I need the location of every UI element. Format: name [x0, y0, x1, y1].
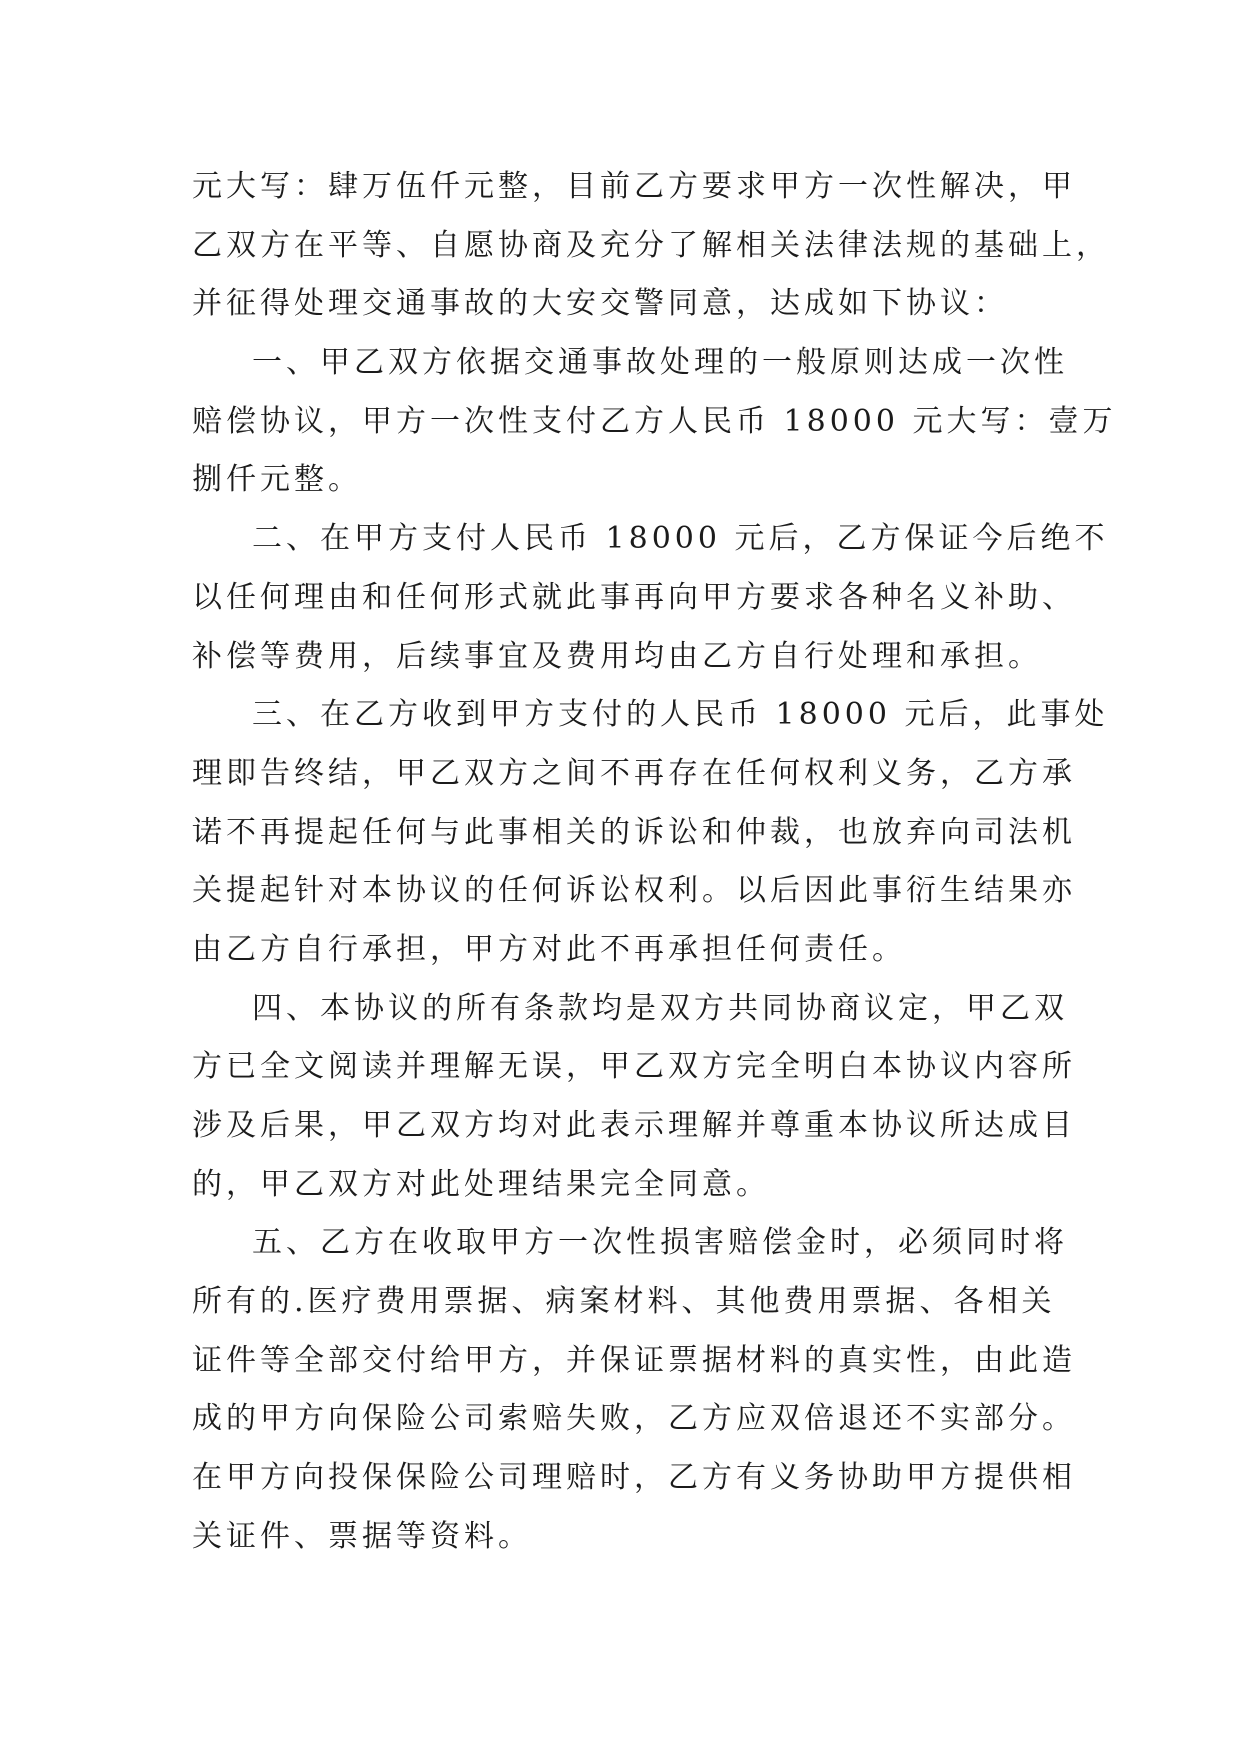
text-line: 关证件、票据等资料。: [192, 1518, 532, 1554]
text-line: 四、本协议的所有条款均是双方共同协商议定，甲乙双: [252, 990, 1068, 1026]
paragraph-clause-3: [192, 686, 1109, 979]
text-line: 赔偿协议，甲方一次性支付乙方人民币 18000 元大写：壹万: [192, 403, 1117, 439]
text-line: 在甲方向投保保险公司理赔时，乙方有义务协助甲方提供相: [192, 1460, 1076, 1496]
text-line: 一、甲乙双方依据交通事故处理的一般原则达成一次性: [252, 345, 1068, 381]
text-line: 五、乙方在收取甲方一次性损害赔偿金时，必须同时将: [252, 1225, 1068, 1261]
text-line: 补偿等费用，后续事宜及费用均由乙方自行处理和承担。: [192, 638, 1042, 674]
text-line: 涉及后果，甲乙双方均对此表示理解并尊重本协议所达成目: [192, 1108, 1076, 1143]
text-line: 乙双方在平等、自愿协商及充分了解相关法律法规的基础上，: [192, 227, 1110, 263]
text-line: 的，甲乙双方对此处理结果完全同意。: [192, 1166, 770, 1202]
paragraph-intro: [192, 158, 1110, 334]
text-line: 关提起针对本协议的任何诉讼权利。以后因此事衍生结果亦: [192, 873, 1076, 909]
text-line: 捌仟元整。: [192, 462, 362, 498]
text-line: 理即告终结，甲乙双方之间不再存在任何权利义务，乙方承: [192, 755, 1076, 791]
paragraph-clause-5: [192, 1214, 1092, 1566]
text-line: 三、在乙方收到甲方支付的人民币 18000 元后，此事处: [252, 697, 1109, 733]
text-line: 诺不再提起任何与此事相关的诉讼和仲裁，也放弃向司法机: [192, 814, 1076, 850]
text-line: 成的甲方向保险公司索赔失败，乙方应双倍退还不实部分。: [192, 1401, 1076, 1437]
text-line: 二、在甲方支付人民币 18000 元后，乙方保证今后绝不: [252, 521, 1109, 557]
text-line: 证件等全部交付给甲方，并保证票据材料的真实性，由此造: [192, 1342, 1076, 1378]
text-line: 并征得处理交通事故的大安交警同意，达成如下协议：: [192, 286, 1008, 322]
paragraph-clause-1: [192, 334, 1117, 510]
paragraph-clause-4: [192, 980, 1092, 1215]
text-line: 元大写：肆万伍仟元整，目前乙方要求甲方一次性解决，甲: [192, 169, 1076, 204]
paragraph-clause-2: [192, 510, 1109, 686]
agreement-body: [192, 158, 1117, 1567]
text-line: 方已全文阅读并理解无误，甲乙双方完全明白本协议内容所: [192, 1049, 1076, 1085]
text-line: 以任何理由和任何形式就此事再向甲方要求各种名义补助、: [192, 579, 1076, 615]
text-line: 所有的.医疗费用票据、病案材料、其他费用票据、各相关: [192, 1284, 1056, 1320]
text-line: 由乙方自行承担，甲方对此不再承担任何责任。: [192, 931, 906, 967]
